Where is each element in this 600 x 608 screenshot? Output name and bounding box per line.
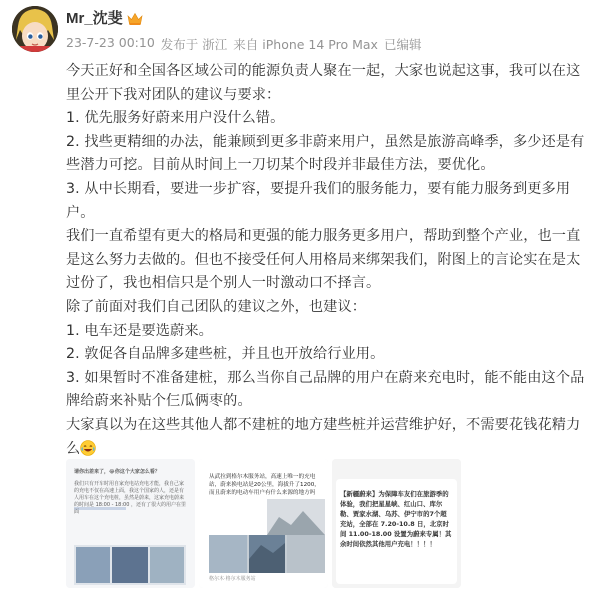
post-location: 发布于 浙江 bbox=[160, 37, 228, 52]
post-timestamp[interactable]: 23-7-23 00:10 bbox=[66, 35, 155, 50]
image-1-title: 请你出差来了，😂你这个大家怎么看？ bbox=[74, 469, 160, 475]
image-2-footer: 格尔木·格尔木服务站 bbox=[209, 576, 256, 582]
post-paragraph: 我们一直希望有更大的格局和更强的能力服务更多用户，帮助到整个产业，也一直是这么努力去做的。但也不接受任何人用格局来绑架我们，附图上的言论实在是太过份了，我也相信只是个别人一时激动口不择言。 bbox=[66, 228, 581, 292]
post-paragraph: 3. 如果暂时不准备建桩，那么当你自己品牌的用户在蔚来充电时，能不能由这个品牌给蔚来补贴个仨瓜俩枣的。 bbox=[66, 369, 585, 410]
post-paragraph-text: 大家真以为在这些其他人都不建桩的地方建些桩并运营维护好，不需要花钱花精力么 bbox=[66, 416, 581, 457]
image-2-text: 从武拉到格尔木服务站，高速上唯一的充电站，蔚来换电站是20公里，海拔升了1200，而且蔚来的电动车用户有什么来源的地方吗 bbox=[209, 474, 320, 496]
image-1-body: 我们只有开车时用自家充电站充电才能，我自己家的充电不仅在高速上面，我这个国家的人，还是有人用车在这个充电桩，虽然是蔚来，这家充电蔚来的时间是 18:00 - 18:00 ，还有了很大的用户在里面 bbox=[74, 481, 186, 515]
post-image-1[interactable] bbox=[66, 459, 195, 588]
user-row bbox=[66, 7, 143, 28]
post-paragraph: 3. 从中长期看，要进一步扩容，要提升我们的服务能力，要有能力服务到更多用户。 bbox=[66, 180, 571, 221]
anime-avatar-icon bbox=[12, 6, 58, 52]
avatar[interactable] bbox=[12, 6, 58, 52]
post-paragraph: 除了前面对我们自己团队的建议之外，也建议： bbox=[66, 298, 367, 315]
post-device[interactable]: 来自 iPhone 14 Pro Max bbox=[233, 37, 378, 52]
post-body bbox=[66, 60, 591, 461]
screenshot-preview-icon bbox=[66, 459, 195, 588]
post-paragraph: 1. 优先服务好蔚来用户没什么错。 bbox=[66, 110, 285, 127]
post-paragraph: 今天正好和全国各区域公司的能源负责人聚在一起，大家也说起这事，我可以在这里公开下我对团队的建议与要求： bbox=[66, 63, 581, 103]
post-meta bbox=[66, 35, 421, 53]
post-paragraph: 2. 敦促各自品牌多建些桩，并且也开放给行业用。 bbox=[66, 346, 385, 363]
username[interactable]: Mr_沈斐 bbox=[66, 10, 123, 27]
post-paragraph: 1. 电车还是要选蔚来。 bbox=[66, 322, 213, 339]
laugh-emoji-icon bbox=[80, 440, 96, 456]
crown-badge-icon[interactable] bbox=[127, 11, 143, 25]
post-image-3[interactable] bbox=[332, 459, 461, 588]
post-edited-flag: 已编辑 bbox=[383, 37, 422, 52]
post-paragraph: 2. 找些更精细的办法，能兼顾到更多非蔚来用户，虽然是旅游高峰季，多少还是有些潜力可挖。目前从时间上一刀切某个时段并非最佳方法，要优化。 bbox=[66, 133, 585, 174]
post-paragraph-last bbox=[66, 414, 591, 461]
image-gallery bbox=[66, 459, 461, 588]
image-3-text: 【新疆蔚来】为保障车友们在旅游季的体验，我们把星星峡、红山口、库尔勒、贾家水湖、乌苏、伊宁市的7个超充站，全部在 7.20-10.8 日，北京时间 11.00-18.00 设置为蔚来专属！其余时间依然其他用户充电！！！！ bbox=[340, 490, 452, 548]
post-image-2[interactable] bbox=[199, 459, 328, 588]
